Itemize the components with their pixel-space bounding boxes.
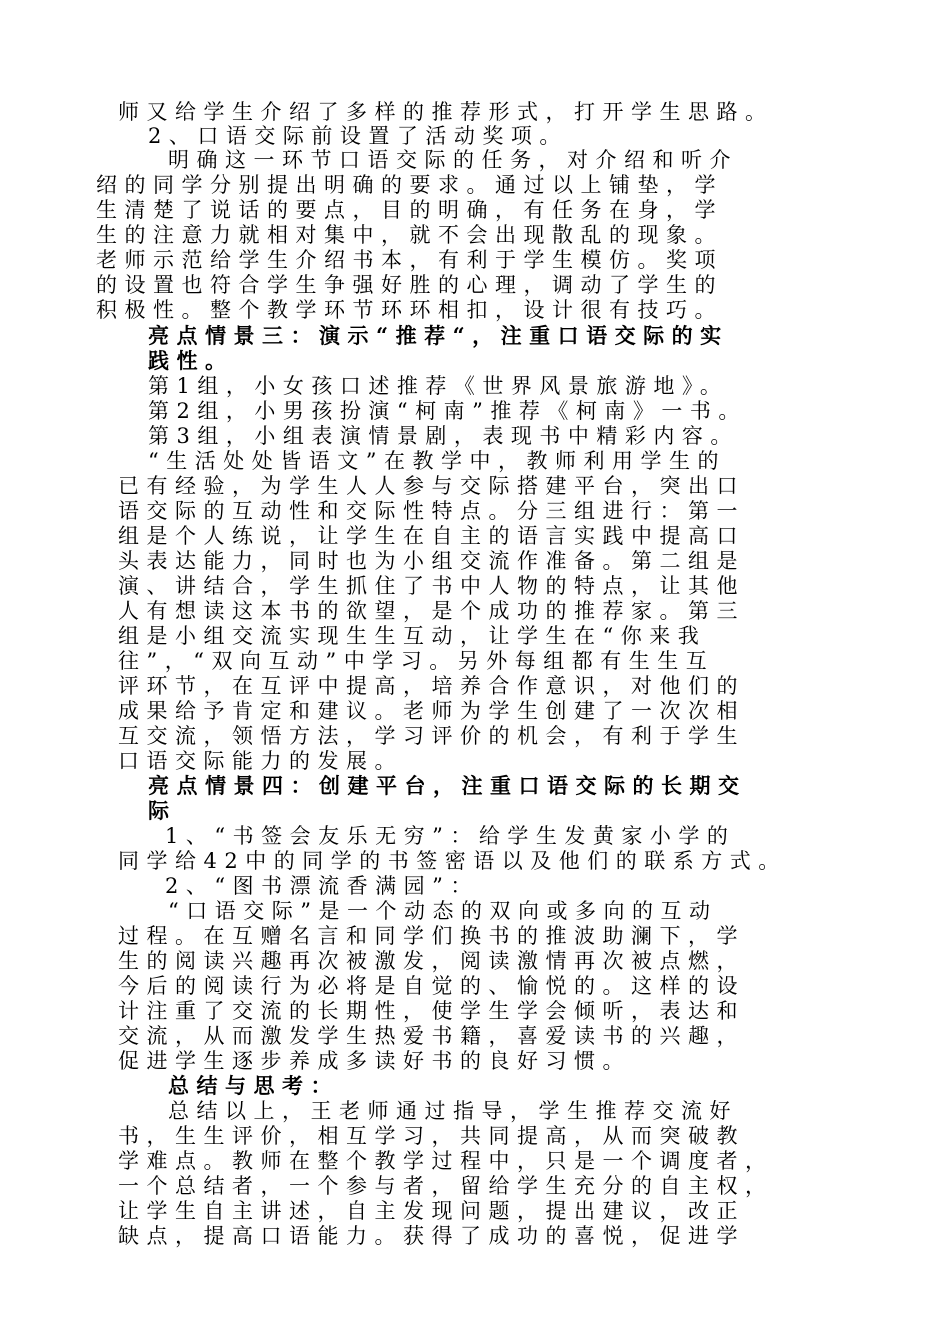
text-line: 过程。在互赠名言和同学们换书的推波助澜下，学 xyxy=(118,924,745,948)
text-line: 生清楚了说话的要点，目的明确，有任务在身，学 xyxy=(96,198,723,222)
text-line: 交流，从而激发学生热爱书籍，喜爱读书的兴趣， xyxy=(118,1024,745,1048)
text-line: 语交际的互动性和交际性特点。分三组进行：第一 xyxy=(118,499,745,523)
text-line: 人有想读这本书的欲望，是个成功的推荐家。第三 xyxy=(118,599,745,623)
text-line: 明确这一环节口语交际的任务，对介绍和听介 xyxy=(168,148,738,172)
text-line: 第2组，小男孩扮演“柯南”推荐《柯南》一书。 xyxy=(148,399,747,423)
text-line: “生活处处皆语文”在教学中，教师利用学生的 xyxy=(148,449,726,473)
section-heading: 亮点情景三：演示“推荐“，注重口语交际的实 xyxy=(148,323,729,348)
text-line: 一个总结者，一个参与者，留给学生充分的自主权， xyxy=(118,1174,774,1198)
text-line: 组是小组交流实现生生互动，让学生在“你来我 xyxy=(118,624,707,648)
text-line: 2、口语交际前设置了活动奖项。 xyxy=(148,124,568,148)
text-line: 往”，“双向互动”中学习。另外每组都有生生互 xyxy=(118,649,715,673)
text-line: 第3组，小组表演情景剧，表现书中精彩内容。 xyxy=(148,424,739,448)
text-line: 绍的同学分别提出明确的要求。通过以上铺垫，学 xyxy=(96,173,723,197)
text-line: 互交流，领悟方法，学习评价的机会，有利于学生 xyxy=(118,724,745,748)
text-line: 的设置也符合学生争强好胜的心理，调动了学生的 xyxy=(96,273,723,297)
text-line: 师又给学生介绍了多样的推荐形式，打开学生思路。 xyxy=(118,100,774,124)
text-line: 1、“书签会友乐无穷”：给学生发黄家小学的 xyxy=(165,824,736,848)
text-line: 总结以上，王老师通过指导，学生推荐交流好 xyxy=(168,1099,738,1123)
text-line: 生的阅读兴趣再次被激发，阅读激情再次被点燃， xyxy=(118,949,745,973)
text-line: 评环节，在互评中提高，培养合作意识，对他们的 xyxy=(118,674,745,698)
text-line: 头表达能力，同时也为小组交流作准备。第二组是 xyxy=(118,549,745,573)
text-line: 积极性。整个教学环节环环相扣，设计很有技巧。 xyxy=(96,298,723,322)
text-line: 学难点。教师在整个教学过程中，只是一个调度者， xyxy=(118,1149,774,1173)
text-line: 第1组，小女孩口述推荐《世界风景旅游地》。 xyxy=(148,374,729,398)
text-line: 2、“图书漂流香满园”： xyxy=(165,874,479,898)
text-line: 生的注意力就相对集中，就不会出现散乱的现象。 xyxy=(96,223,723,247)
text-line: 老师示范给学生介绍书本，有利于学生模仿。奖项 xyxy=(96,248,723,272)
section-heading: 践性。 xyxy=(148,348,234,373)
text-line: 计注重了交流的长期性，使学生学会倾听，表达和 xyxy=(118,999,745,1023)
text-line: 已有经验，为学生人人参与交际搭建平台，突出口 xyxy=(118,474,745,498)
text-line: 演、讲结合，学生抓住了书中人物的特点，让其他 xyxy=(118,574,745,598)
section-heading: 总结与思考： xyxy=(168,1073,339,1098)
text-line: 让学生自主讲述，自主发现问题，提出建议，改正 xyxy=(118,1199,745,1223)
text-line: 促进学生逐步养成多读好书的良好习惯。 xyxy=(118,1049,631,1073)
text-line: 成果给予肯定和建议。老师为学生创建了一次次相 xyxy=(118,699,745,723)
text-line: 今后的阅读行为必将是自觉的、愉悦的。这样的设 xyxy=(118,974,745,998)
text-line: 缺点，提高口语能力。获得了成功的喜悦，促进学 xyxy=(118,1224,745,1248)
section-heading: 亮点情景四：创建平台，注重口语交际的长期交 xyxy=(148,773,747,798)
text-line: 组是个人练说，让学生在自主的语言实践中提高口 xyxy=(118,524,745,548)
text-line: “口语交际”是一个动态的双向或多向的互动 xyxy=(168,899,718,923)
section-heading: 际 xyxy=(148,798,177,823)
text-line: 口语交际能力的发展。 xyxy=(118,749,403,773)
text-line: 同学给42中的同学的书签密语以及他们的联系方式。 xyxy=(118,849,787,873)
text-line: 书，生生评价，相互学习，共同提高，从而突破教 xyxy=(118,1124,745,1148)
